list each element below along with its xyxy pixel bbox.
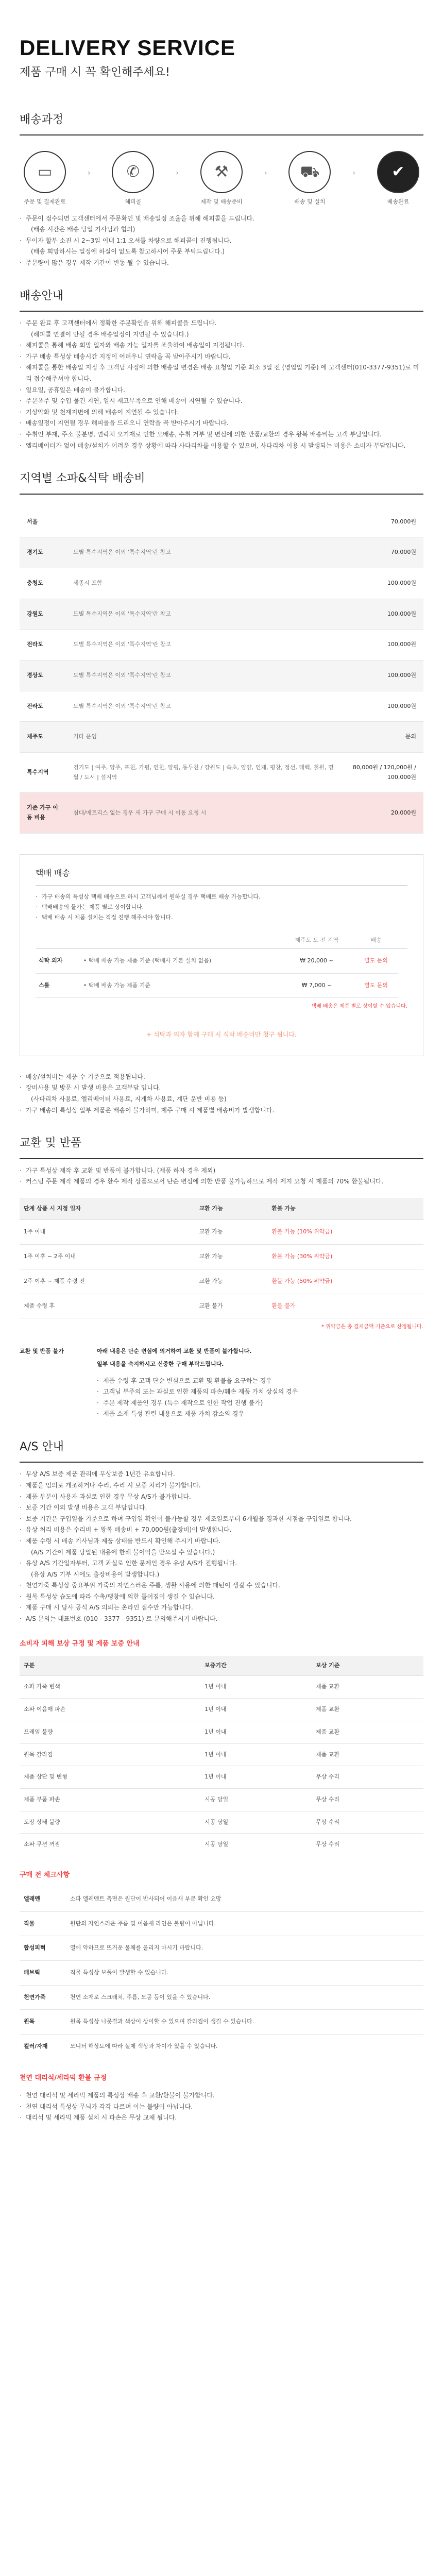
standard-row <box>20 1676 423 1699</box>
note-item: · 원목 특성상 습도에 따라 수축/팽창에 의한 틀어짐이 생길 수 있습니다. <box>20 1591 423 1603</box>
return-exchange: 교환 가능 <box>195 1220 268 1245</box>
note-item: · 고객님 부주의 또는 과실로 인한 제품의 파손/훼손 제품 가치 상실의 경우 <box>97 1386 423 1398</box>
process-step <box>110 151 156 207</box>
note-item: · 수취인 부재, 주소 불분명, 연락처 오기재로 인한 오배송, 수취 거부 및 변심에 의한 반품/교환의 경우 왕복 배송비는 고객 부담입니다. <box>20 429 423 440</box>
standard-cell: 소파 쿠션 꺼짐 <box>20 1834 200 1856</box>
chevron-right-icon: › <box>87 168 91 177</box>
check-row <box>20 2010 423 2035</box>
check-key: 합성피혁 <box>20 1936 66 1961</box>
zone-fee: 100,000원 <box>341 568 423 599</box>
chevron-right-icon: › <box>176 168 179 177</box>
chevron-right-icon: › <box>264 168 267 177</box>
check-key: 컬러/자재 <box>20 2035 66 2059</box>
process-step-label: 배송 및 설치 <box>294 198 326 205</box>
parcel-desc: • 택배 배송 가능 제품 기준 <box>80 973 280 998</box>
note-item: · 기상악화 및 천재지변에 의해 배송이 지연될 수 있습니다. <box>20 407 423 418</box>
zone-row <box>20 507 423 537</box>
standard-cell: 무상 수리 <box>312 1788 423 1811</box>
note-item: · 유상 A/S 기간일자부터, 고객 과실로 인한 문제인 경우 유상 A/S가 진행됩니다. <box>20 1558 423 1569</box>
note-item: · 가구 배송의 특성상 택배 배송으로 하시 고객님께서 원하실 경우 택배로 배송 가능합니다. <box>36 892 407 902</box>
note-item: · 커스텀 주문 제작 제품의 경우 환수 제작 상품으로서 단순 변심에 의한 반품 불가능하므로 제작 제지 요청 시 제품의 70% 환불됩니다. <box>20 1176 423 1188</box>
parcel-card <box>20 854 423 1056</box>
phone-icon: ✆ <box>112 151 154 193</box>
extra-notes <box>20 1072 423 1116</box>
return-header: 환불 가능 <box>267 1198 423 1220</box>
note-item: · 주문량이 많은 경우 제작 기간이 변동 될 수 있습니다. <box>20 258 423 269</box>
chevron-right-icon: › <box>352 168 355 177</box>
standard-cell: 프레임 불량 <box>20 1721 200 1743</box>
as-section-title: A/S 안내 <box>20 1437 423 1463</box>
process-step <box>375 151 421 207</box>
standard-row <box>20 1699 423 1721</box>
standard-row <box>20 1743 423 1766</box>
zone-row <box>20 722 423 753</box>
note-item: · 택배 배송 시 제품 설치는 직접 진행 해주셔야 합니다. <box>36 912 407 923</box>
standard-cell: 원목 갈라짐 <box>20 1743 200 1766</box>
zone-region: 서울 <box>20 507 66 537</box>
zone-note: 기타 운임 <box>66 722 341 753</box>
zone-fee: 80,000원 / 120,000원 / 100,000원 <box>341 753 423 793</box>
zone-row <box>20 753 423 793</box>
note-item: · 장비사용 및 방문 시 발생 비용은 고객부담 입니다. <box>20 1082 423 1094</box>
zone-region: 경상도 <box>20 660 66 691</box>
return-conditions-title: 아래 내용은 단순 변심에 의거하여 교환 및 반품이 불가합니다. <box>97 1348 252 1355</box>
note-item: · 주문이 접수되면 고객센터에서 주문확인 및 배송일정 조율을 위해 해피콜을 드립니다. <box>20 213 423 225</box>
note-item: · 가구 배송의 특성상 일부 제품은 배송이 불가하며, 제주 구매 시 제품별 배송비가 발생합니다. <box>20 1105 423 1116</box>
check-value: 열에 약하므로 뜨거운 물체를 올리지 마시기 바랍니다. <box>66 1936 423 1961</box>
return-header <box>176 1198 195 1220</box>
parcel-header <box>398 933 407 948</box>
parcel-price: ₩ 7,000 ~ <box>280 973 354 998</box>
parcel-title: 택배 배송 <box>36 866 407 886</box>
parcel-remark: + 식탁과 의자 함께 구매 시 식탁 배송비만 청구 됩니다. <box>146 1031 297 1039</box>
return-refund: 환불 가능 (30% 위약금) <box>267 1245 423 1269</box>
zone-region: 특수지역 <box>20 753 66 793</box>
return-conditions-sub: 일부 내용을 숙지하시고 신중한 구매 부탁드립니다. <box>97 1360 224 1367</box>
check-key: 원목 <box>20 2010 66 2035</box>
standard-cell: 제품 교환 <box>312 1676 423 1699</box>
zone-row <box>20 537 423 568</box>
note-item: · 유상 처리 비용은 수리비 + 왕복 배송비 + 70,000원(출장비)이 발생합니다. <box>20 1524 423 1536</box>
note-item: · 제품을 임의로 개조하거나 수리, 수리 시 보증 처리가 불가합니다. <box>20 1480 423 1492</box>
exchange-notes <box>20 1165 423 1188</box>
note-item: · 보증 기간은 구입일을 기준으로 하며 구입일 확인이 불가능할 경우 제조일로부터 6개월을 경과한 시점을 구입일로 합니다. <box>20 1514 423 1525</box>
zone-fee: 20,000원 <box>341 793 423 833</box>
note-item: · 배송일정이 지연될 경우 해피콜을 드리오니 연락을 꼭 받아주시기 바랍니다. <box>20 418 423 429</box>
return-header: 교환 가능 <box>195 1198 268 1220</box>
note-item: · 배송/설치비는 제품 수 기준으로 적용됩니다. <box>20 1072 423 1083</box>
check-value: 원목 특성상 나뭇결과 색상이 상이할 수 있으며 갈라짐이 생길 수 있습니다. <box>66 2010 423 2035</box>
standard-cell: 시공 당일 <box>200 1811 312 1834</box>
zone-region: 강원도 <box>20 599 66 630</box>
check-key: 엘레멘 <box>20 1887 66 1911</box>
process-step-label: 배송완료 <box>387 198 410 205</box>
note-item: · 제품 소재 특성 관련 내용으로 제품 가치 감소의 경우 <box>97 1409 423 1420</box>
guide-section-title: 배송안내 <box>20 286 423 312</box>
zone-region: 충청도 <box>20 568 66 599</box>
return-row <box>20 1245 423 1269</box>
zone-note: 침대/매트리스 없는 경우 새 가구 구매 시 이동 요청 시 <box>66 793 341 833</box>
standard-header: 보증기간 <box>200 1656 312 1676</box>
standard-cell: 1년 이내 <box>200 1743 312 1766</box>
parcel-header: 배송 <box>354 933 398 948</box>
process-steps <box>20 151 423 207</box>
process-step <box>198 151 245 207</box>
standard-cell: 소파 가죽 변색 <box>20 1676 200 1699</box>
parcel-table <box>36 933 407 998</box>
zone-row <box>20 568 423 599</box>
note-item: · 일요일, 공휴일은 배송이 불가합니다. <box>20 385 423 396</box>
process-step-label: 해피콜 <box>125 198 142 205</box>
note-item: · 주문 제작 제품인 경우 (특수 재작으로 인한 작업 진행 불가) <box>97 1398 423 1409</box>
standard-row <box>20 1766 423 1789</box>
process-notes <box>20 213 423 269</box>
zone-fee-table <box>20 507 423 834</box>
zone-note <box>66 507 341 537</box>
standard-cell: 도장 상태 불량 <box>20 1811 200 1834</box>
check-row <box>20 2035 423 2059</box>
zone-fee: 100,000원 <box>341 630 423 660</box>
standard-header: 구분 <box>20 1656 200 1676</box>
hero <box>20 0 423 93</box>
check-key: 패브릭 <box>20 1961 66 1986</box>
note-item: (해피콜 연결이 안될 경우 배송일정이 지연될 수 있습니다.) <box>31 330 189 338</box>
zone-row <box>20 660 423 691</box>
parcel-price: ₩ 20,000 ~ <box>280 949 354 974</box>
standard-cell: 제품 교환 <box>312 1743 423 1766</box>
note-item: · 천연 대리석 특성상 무늬가 각각 다르며 이는 불량이 아닙니다. <box>20 2102 423 2113</box>
return-row <box>20 1294 423 1318</box>
check-key: 천연가죽 <box>20 1985 66 2010</box>
guide-notes <box>20 318 423 451</box>
note-item: · 천연가죽 특성상 중요부위 가죽의 자연스러운 주름, 생활 사용에 의한 패턴이 생길 수 있습니다. <box>20 1580 423 1591</box>
parcel-row <box>36 973 407 998</box>
standard-table <box>20 1656 423 1856</box>
return-row <box>20 1269 423 1294</box>
note-item: · 엘리베이터가 없어 배송/설치가 어려운 경우 상황에 따라 사다리차를 이용할 수 있으며, 사다리차 이용 시 발생되는 비용은 소비자 부담입니다. <box>20 440 423 452</box>
zone-row <box>20 691 423 722</box>
standard-cell: 제품 교환 <box>312 1699 423 1721</box>
zone-region: 경기도 <box>20 537 66 568</box>
zone-fee: 100,000원 <box>341 599 423 630</box>
return-exchange: 교환 가능 <box>195 1245 268 1269</box>
zone-fee: 70,000원 <box>341 507 423 537</box>
return-table <box>20 1198 423 1318</box>
standard-cell: 1년 이내 <box>200 1721 312 1743</box>
check-table <box>20 1887 423 2059</box>
return-period: 1주 이내 <box>20 1220 176 1245</box>
zone-note: 세종시 포함 <box>66 568 341 599</box>
standard-cell: 시공 당일 <box>200 1788 312 1811</box>
zones-section-title: 지역별 소파&식탁 배송비 <box>20 469 423 494</box>
standard-cell: 시공 당일 <box>200 1834 312 1856</box>
return-conditions-label: 교환 및 반품 불가 <box>20 1348 64 1355</box>
return-conditions <box>20 1347 423 1420</box>
standard-row <box>20 1721 423 1743</box>
as-notes <box>20 1469 423 1624</box>
process-step-label: 제작 및 배송준비 <box>200 198 243 205</box>
exchange-section-title: 교환 및 반품 <box>20 1133 423 1159</box>
zone-row <box>20 599 423 630</box>
zone-row <box>20 630 423 660</box>
return-period: 2주 이후 ~ 제품 수령 전 <box>20 1269 176 1294</box>
check-row <box>20 1887 423 1911</box>
parcel-inquiry: 별도 문의 <box>354 973 398 998</box>
standard-row <box>20 1811 423 1834</box>
check-icon: ✔ <box>377 151 419 193</box>
parcel-header: 제주도 도 전 지역 <box>280 933 354 948</box>
note-item: (유상 A/S 기부 시에도 출장비용이 발생합니다.) <box>31 1570 160 1578</box>
standard-header: 보상 기준 <box>312 1656 423 1676</box>
zone-note: 도별 특수지역은 이외 '특수지역'란 참고 <box>66 660 341 691</box>
zone-fee: 100,000원 <box>341 660 423 691</box>
return-footnote: * 위약금은 총 결제금액 기준으로 산정됩니다. <box>321 1324 423 1330</box>
parcel-row <box>36 949 407 974</box>
return-header: 단계 상품 시 지정 일자 <box>20 1198 176 1220</box>
zone-fee: 100,000원 <box>341 691 423 722</box>
note-item: · 제품 수령 시 배송 기사님과 제품 상태를 반드시 확인해 주시기 바랍니다. <box>20 1536 423 1547</box>
zone-fee: 문의 <box>341 722 423 753</box>
parcel-footnote: 택배 배송은 제품 별로 상이할 수 있습니다. <box>311 1004 407 1010</box>
zone-region: 전라도 <box>20 691 66 722</box>
standard-cell: 제품 교환 <box>312 1721 423 1743</box>
return-refund: 환불 가능 (50% 위약금) <box>267 1269 423 1294</box>
return-period: 1주 이후 ~ 2주 이내 <box>20 1245 176 1269</box>
process-step <box>286 151 333 207</box>
return-refund: 환불 가능 (10% 위약금) <box>267 1220 423 1245</box>
note-item: · 가구 배송 특성상 배송시간 지정이 어려우니 연락을 꼭 받아주시기 바랍니다. <box>20 351 423 363</box>
note-item: · 해피콜을 통해 배송 희망 일자와 배송 가능 일자를 조율하여 배송일이 지정됩니다. <box>20 340 423 351</box>
zone-note: 도별 특수지역은 이외 '특수지역'란 참고 <box>66 691 341 722</box>
zone-region: 기존 가구 이동 비용 <box>20 793 66 833</box>
check-row <box>20 1911 423 1936</box>
order-card-icon: ▭ <box>24 151 66 193</box>
hammer-icon: ⚒ <box>200 151 243 193</box>
standard-cell: 1년 이내 <box>200 1676 312 1699</box>
note-item: · 제품 수령 후 고객 단순 변심으로 교환 및 환불을 요구하는 경우 <box>97 1376 423 1387</box>
zone-row-special <box>20 793 423 833</box>
standard-cell: 무상 수리 <box>312 1834 423 1856</box>
truck-icon: ⛟ <box>288 151 331 193</box>
parcel-desc: • 택배 배송 가능 제품 기준 (택배사 기본 설치 없음) <box>80 949 280 974</box>
parcel-header <box>80 933 280 948</box>
note-item: · A/S 문의는 대표번호 (010 - 3377 - 9351) 로 문의해주시기 바랍니다. <box>20 1614 423 1625</box>
process-step <box>22 151 68 207</box>
parcel-header <box>36 933 80 948</box>
return-period: 제품 수령 후 <box>20 1294 176 1318</box>
note-item: · 해피콜을 통한 배송일 지정 후 고객님 사정에 의한 배송일 변경은 배송 요청일 기준 최소 3일 전 (영업일 기준) 에 고객센터(010-3377-9351)로 미리 접수해주셔야 합니다. <box>20 362 423 384</box>
note-item: (배송 시간은 배송 당일 기사님과 협의) <box>31 226 135 233</box>
check-value: 직물 특성상 보풀이 발생할 수 있습니다. <box>66 1961 423 1986</box>
note-item: · 주문 완료 후 고객센터에서 정확한 주문확인을 위해 해피콜을 드립니다. <box>20 318 423 329</box>
check-row <box>20 1961 423 1986</box>
stone-title: 천연 대리석/세라믹 환불 규정 <box>20 2074 107 2082</box>
check-row <box>20 1936 423 1961</box>
standard-cell: 1년 이내 <box>200 1766 312 1789</box>
note-item: · 무이자 할부 소진 시 2~3일 이내 1:1 오셔틀 차량으로 해피콜이 진행됩니다. <box>20 235 423 247</box>
check-value: 소파 엘레멘트 측면은 원단이 반사되어 이음새 부분 확인 요망 <box>66 1887 423 1911</box>
zone-note: 도별 특수지역은 이외 '특수지역'란 참고 <box>66 630 341 660</box>
standard-row <box>20 1788 423 1811</box>
note-item: · 천연 대리석 및 세라믹 제품의 특성상 배송 후 교환/환불이 불가합니다. <box>20 2090 423 2102</box>
note-item: · 택배배송의 물가는 제품 별로 상이합니다. <box>36 902 407 912</box>
standard-cell: 제품 부품 파손 <box>20 1788 200 1811</box>
stone-notes <box>20 2090 423 2124</box>
note-item: · 주문폭주 및 수입 물건 지연, 일시 재고부족으로 인해 배송이 지연될 수 있습니다. <box>20 396 423 407</box>
return-row <box>20 1220 423 1245</box>
standard-cell: 소파 이음매 파손 <box>20 1699 200 1721</box>
zone-region: 제주도 <box>20 722 66 753</box>
parcel-product: 스툴 <box>36 973 80 998</box>
zone-note: 경기도 | 여주, 양주, 포천, 가평, 연천, 양평, 동두천 / 강원도 | 속초, 양양, 인제, 평창, 정선, 태백, 철원, 영월 / 도서 | 섬지역 <box>66 753 341 793</box>
parcel-product: 식탁 의자 <box>36 949 80 974</box>
standard-title: 소비자 피해 보상 규정 및 제품 보증 안내 <box>20 1639 140 1648</box>
parcel-inquiry: 별도 문의 <box>354 949 398 974</box>
standard-cell: 무상 수리 <box>312 1811 423 1834</box>
note-item: · 제품 구매 시 당사 공식 A/S 의뢰는 온라인 접수만 가능합니다. <box>20 1602 423 1614</box>
check-key: 직물 <box>20 1911 66 1936</box>
note-item: · 보증 기간 이외 발생 비용은 고객 부담입니다. <box>20 1502 423 1514</box>
page-title: DELIVERY SERVICE <box>20 36 236 60</box>
check-row <box>20 1985 423 2010</box>
note-item: · 가구 특성상 제작 후 교환 및 반품이 불가합니다. (제품 하자 경우 제외) <box>20 1165 423 1177</box>
page-subtitle: 제품 구매 시 꼭 확인해주세요! <box>20 66 170 79</box>
parcel-notes <box>36 892 407 922</box>
standard-cell: 제품 상단 및 변형 <box>20 1766 200 1789</box>
standard-row <box>20 1834 423 1856</box>
process-step-label: 주문 및 결제완료 <box>24 198 66 205</box>
check-value: 천연 소재로 스크래치, 주름, 모공 등이 있을 수 있습니다. <box>66 1985 423 2010</box>
check-value: 원단의 자연스러운 주름 및 이음새 라인은 불량이 아닙니다. <box>66 1911 423 1936</box>
standard-cell: 1년 이내 <box>200 1699 312 1721</box>
return-exchange: 교환 불가 <box>195 1294 268 1318</box>
return-conditions-list <box>97 1376 423 1420</box>
check-value: 모니터 해상도에 따라 실제 색상과 차이가 있을 수 있습니다. <box>66 2035 423 2059</box>
return-refund: 환불 불가 <box>267 1294 423 1318</box>
return-exchange: 교환 가능 <box>195 1269 268 1294</box>
note-item: · 무상 A/S 보증 제품 관리에 무상보증 1년간 유효합니다. <box>20 1469 423 1480</box>
note-item: (A/S 기간이 제품 당일된 내용에 한해 불이익을 받으실 수 있습니다.) <box>31 1548 215 1556</box>
standard-cell: 무상 수리 <box>312 1766 423 1789</box>
zone-region: 전라도 <box>20 630 66 660</box>
note-item: (배송 희망하시는 일정에 하실이 없도록 참고하시어 주문 부탁드립니다.) <box>31 248 225 256</box>
note-item: · 제품 부분이 사용자 과실로 인한 경우 무상 A/S가 불가합니다. <box>20 1492 423 1503</box>
zone-note: 도별 특수지역은 이외 '특수지역'란 참고 <box>66 599 341 630</box>
zone-note: 도별 특수지역은 이외 '특수지역'란 참고 <box>66 537 341 568</box>
check-title: 구매 전 체크사항 <box>20 1871 70 1879</box>
zone-fee: 70,000원 <box>341 537 423 568</box>
process-section-title: 배송과정 <box>20 110 423 135</box>
note-item: · 대리석 및 세라믹 제품 설치 시 파손은 무상 교체 됩니다. <box>20 2112 423 2124</box>
note-item: (사다리차 사용료, 엘리베이터 사용료, 지게차 사용료, 계단 운반 비용 등) <box>31 1095 227 1103</box>
